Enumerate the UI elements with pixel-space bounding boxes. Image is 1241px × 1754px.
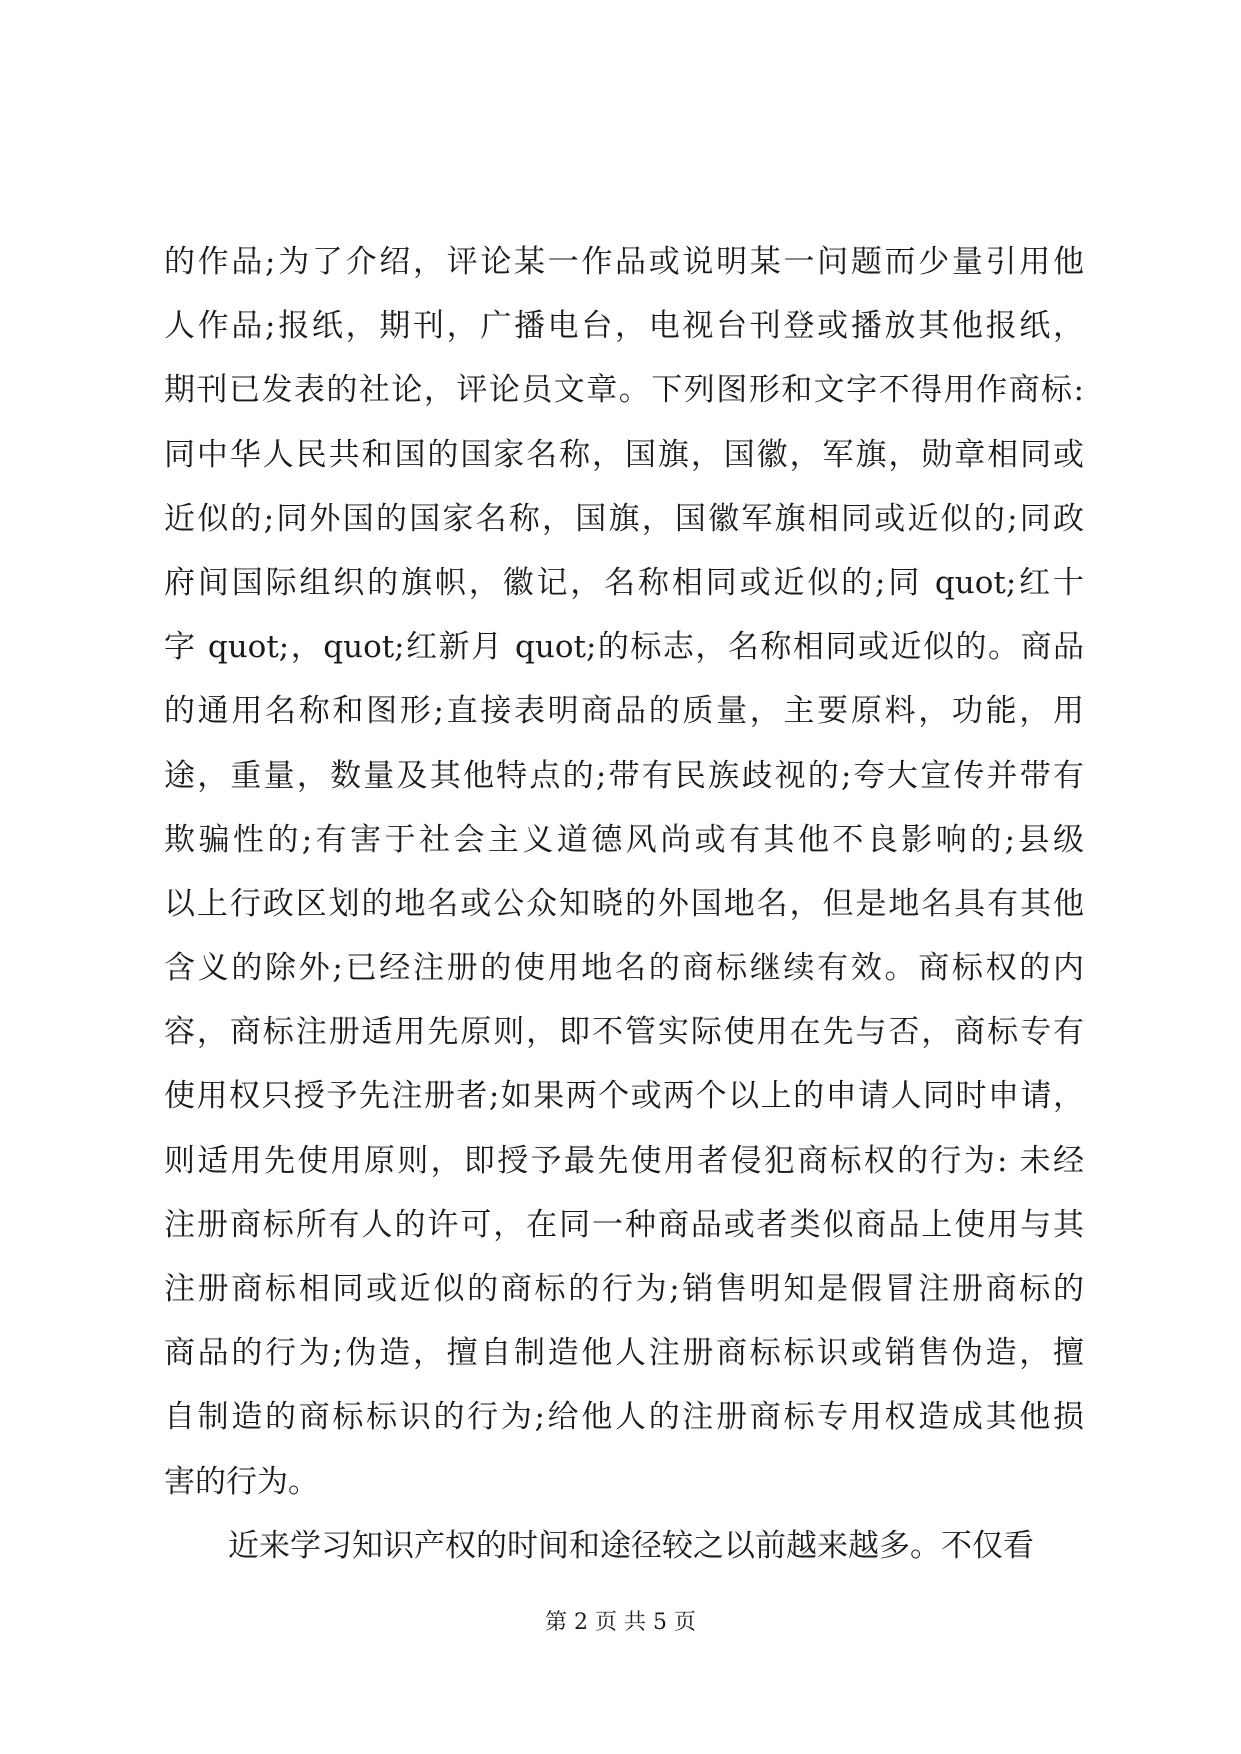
text-line: 以上行政区划的地名或公众知晓的外国地名，但是地名具有其他 [164, 885, 1084, 922]
text-line: 途，重量，数量及其他特点的;带有民族歧视的;夸大宣传并带有 [164, 757, 1084, 794]
text-line: 同中华人民共和国的国家名称，国旗，国徽，军旗，勋章相同或 [164, 436, 1084, 473]
text-line: 府间国际组织的旗帜，徽记，名称相同或近似的;同 quot;红十 [164, 564, 1084, 601]
text-line: 近似的;同外国的国家名称，国旗，国徽军旗相同或近似的;同政 [164, 500, 1084, 537]
text-line: 容，商标注册适用先原则，即不管实际使用在先与否，商标专有 [164, 1014, 1084, 1051]
text-line: 欺骗性的;有害于社会主义道德风尚或有其他不良影响的;县级 [164, 821, 1084, 858]
text-line: 注册商标所有人的许可，在同一种商品或者类似商品上使用与其 [164, 1206, 1084, 1243]
text-line: 使用权只授予先注册者;如果两个或两个以上的申请人同时申请， [164, 1078, 1084, 1115]
body-text [164, 230, 1084, 1578]
text-line: 人作品;报纸，期刊，广播电台，电视台刊登或播放其他报纸， [164, 308, 1084, 345]
text-line: 自制造的商标标识的行为;给他人的注册商标专用权造成其他损 [164, 1399, 1084, 1436]
paragraph-end-line: 害的行为。 [164, 1463, 319, 1500]
text-line: 注册商标相同或近似的商标的行为;销售明知是假冒注册商标的 [164, 1271, 1084, 1307]
text-line: 含义的除外;已经注册的使用地名的商标继续有效。商标权的内 [164, 950, 1084, 987]
text-line: 的作品;为了介绍，评论某一作品或说明某一问题而少量引用他 [164, 244, 1084, 280]
text-line: 的通用名称和图形;直接表明商品的质量，主要原料，功能，用 [164, 693, 1084, 730]
text-line: 商品的行为;伪造，擅自制造他人注册商标标识或销售伪造，擅 [164, 1335, 1084, 1372]
page-number-footer: 第 2 页 共 5 页 [545, 1610, 696, 1635]
paragraph-start-line: 近来学习知识产权的时间和途径较之以前越来越多。不仅看 [228, 1527, 1034, 1564]
text-line: 字 quot;，quot;红新月 quot;的标志，名称相同或近似的。商品 [164, 629, 1084, 666]
text-line: 期刊已发表的社论，评论员文章。下列图形和文字不得用作商标: [164, 372, 1084, 409]
text-line: 则适用先使用原则，即授予最先使用者侵犯商标权的行为: 未经 [164, 1142, 1084, 1179]
